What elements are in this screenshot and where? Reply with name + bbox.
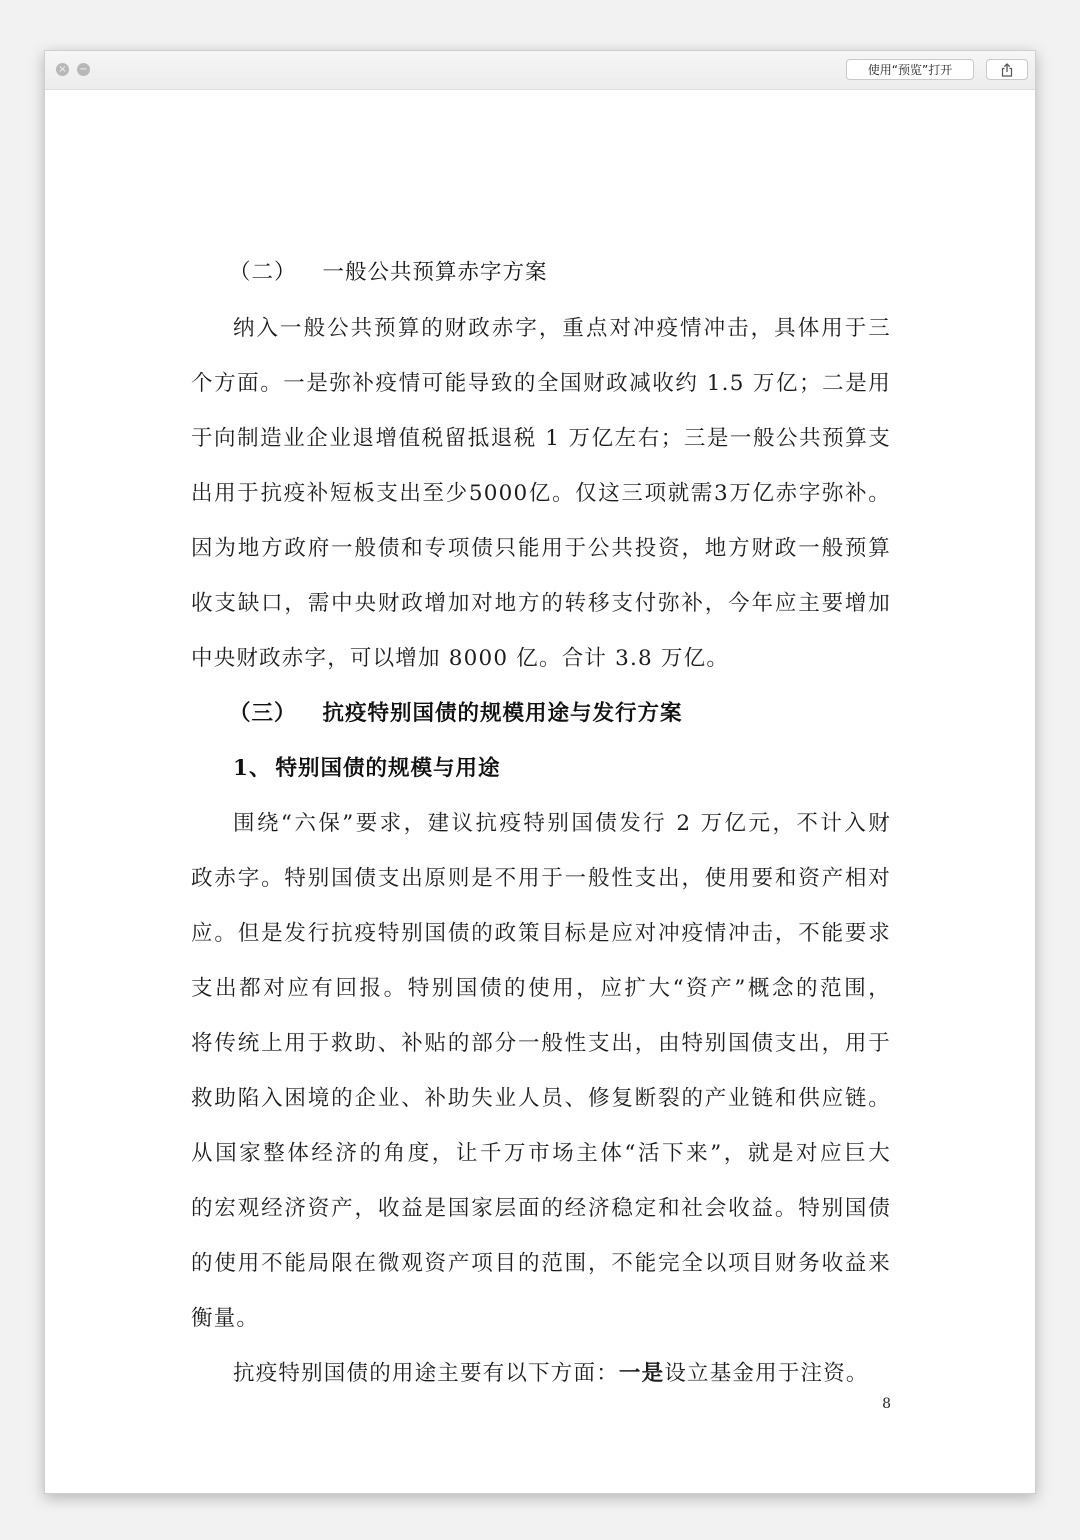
paragraph-line: 围绕“六保”要求，建议抗疫特别国债发行 2 万亿元，不计入财 [233,811,891,836]
close-icon[interactable]: × [56,63,69,76]
paragraph-line: 支出都对应有回报。特别国债的使用，应扩大“资产”概念的范围， [191,976,891,1001]
paragraph-line: 政赤字。特别国债支出原则是不用于一般性支出，使用要和资产相对 [191,866,891,891]
paragraph-line: 于向制造业企业退增值税留抵退税 1 万亿左右；三是一般公共预算支 [191,426,891,451]
section-title: 一般公共预算赤字方案 [322,260,548,285]
paragraph-line: 衡量。 [191,1306,260,1331]
title-bar [45,51,1035,90]
section-heading-3 [229,696,683,727]
paragraph-line: 出用于抗疫补短板支出至少5000亿。仅这三项就需3万亿赤字弥补。 [191,481,891,506]
paragraph-line [233,1356,891,1387]
paragraph-line: 的宏观经济资产，收益是国家层面的经济稳定和社会收益。特别国债 [191,1196,891,1221]
paragraph-line: 的使用不能局限在微观资产项目的范围，不能完全以项目财务收益来 [191,1251,891,1276]
share-button[interactable] [986,59,1028,80]
paragraph-text: 设立基金用于注资。 [664,1361,869,1386]
open-with-preview-button[interactable]: 使用“预览”打开 [846,59,974,80]
paragraph-line: 救助陷入困境的企业、补助失业人员、修复断裂的产业链和供应链。 [191,1086,891,1111]
document-viewer-window [44,50,1036,1494]
paragraph-line: 因为地方政府一般债和专项债只能用于公共投资，地方财政一般预算 [191,536,891,561]
paragraph-line: 个方面。一是弥补疫情可能导致的全国财政减收约 1.5 万亿；二是用 [191,371,891,396]
document-page [45,89,1035,1493]
minimize-icon[interactable]: − [77,63,90,76]
section-title: 抗疫特别国债的规模用途与发行方案 [322,701,683,726]
paragraph-line: 将传统上用于救助、补贴的部分一般性支出，由特别国债支出，用于 [191,1031,891,1056]
subsection-number: 1、 [233,756,272,781]
section-number: （三） [229,701,297,726]
subsection-title: 特别国债的规模与用途 [275,756,501,781]
section-number: （二） [229,260,297,285]
paragraph-line: 纳入一般公共预算的财政赤字，重点对冲疫情冲击，具体用于三 [233,316,891,341]
section-heading-2 [229,255,548,286]
page-number: 8 [882,1396,891,1412]
paragraph-line: 从国家整体经济的角度，让千万市场主体“活下来”，就是对应巨大 [191,1141,891,1166]
subsection-heading-1 [233,751,500,782]
paragraph-line: 收支缺口，需中央财政增加对地方的转移支付弥补，今年应主要增加 [191,591,891,616]
paragraph-text: 抗疫特别国债的用途主要有以下方面： [233,1361,619,1386]
paragraph-line: 应。但是发行抗疫特别国债的政策目标是应对冲疫情冲击，不能要求 [191,921,891,946]
paragraph-line: 中央财政赤字，可以增加 8000 亿。合计 3.8 万亿。 [191,646,730,671]
emphasis-text: 一是 [618,1361,665,1386]
share-icon [1000,63,1014,77]
